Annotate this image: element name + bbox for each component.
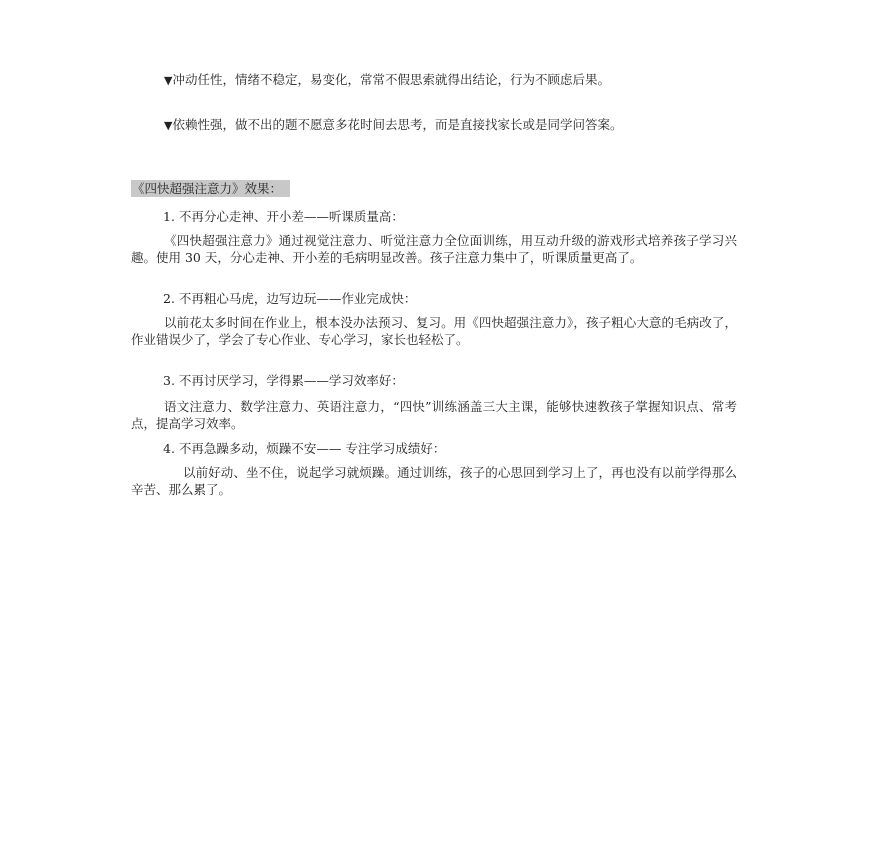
item-title-2: 2. 不再粗心马虎，边写边玩——作业完成快： bbox=[163, 291, 417, 306]
bullet-paragraph-dependent bbox=[131, 116, 737, 134]
bullet-text: 冲动任性，情绪不稳定，易变化，常常不假思索就得出结论，行为不顾虑后果。 bbox=[172, 72, 610, 87]
bullet-text: 依赖性强，做不出的题不愿意多花时间去思考，而是直接找家长或是同学问答案。 bbox=[172, 117, 623, 132]
bullet-paragraph-impulsive bbox=[131, 71, 737, 89]
item-body-4: 以前好动、坐不住，说起学习就烦躁。通过训练，孩子的心思回到学习上了，再也没有以前学得那么辛苦、那么累了。 bbox=[131, 465, 737, 497]
item-body-1: 《四快超强注意力》通过视觉注意力、听觉注意力全位面训练，用互动升级的游戏形式培养孩子学习兴趣。使用 30 天，分心走神、开小差的毛病明显改善。孩子注意力集中了，听课质量更高了。 bbox=[131, 233, 737, 265]
triangle-bullet-icon: ▼ bbox=[164, 119, 173, 132]
item-title-4: 4. 不再急躁多动，烦躁不安—— 专注学习成绩好： bbox=[163, 441, 446, 456]
item-body-2: 以前花太多时间在作业上，根本没办法预习、复习。用《四快超强注意力》，孩子粗心大意的毛病改了，作业错误少了，学会了专心作业、专心学习，家长也轻松了。 bbox=[131, 315, 737, 347]
item-title-1: 1. 不再分心走神、开小差——听课质量高： bbox=[163, 209, 404, 224]
item-body-3: 语文注意力、数学注意力、英语注意力，“四快”训练涵盖三大主课，能够快速教孩子掌握知识点、常考点，提高学习效率。 bbox=[131, 399, 737, 431]
item-title-3: 3. 不再讨厌学习，学得累——学习效率好： bbox=[163, 373, 404, 388]
triangle-bullet-icon: ▼ bbox=[164, 74, 173, 87]
section-heading: 《四快超强注意力》效果： bbox=[131, 180, 290, 197]
